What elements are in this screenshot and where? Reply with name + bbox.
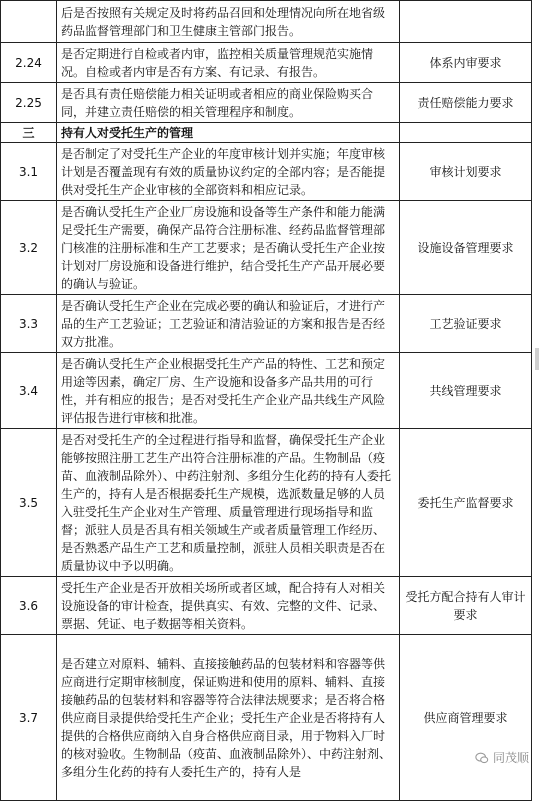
row-content: 是否定期进行自检或者内审，监控相关质量管理规范实施情况。自检或者内审是否有方案、有记录、有报告。 — [57, 43, 400, 83]
row-content: 是否确认受托生产企业根据受托生产产品的特性、工艺和预定用途等因素，确定厂房、生产设施和设备多产品共用的可行性，并有相应的报告；是否对受托生产企业产品共线生产风险评估报告进行审核和批准。 — [57, 353, 400, 429]
table-row — [1, 577, 532, 635]
row-number: 3.5 — [1, 429, 57, 577]
scrollbar-marker[interactable] — [535, 348, 539, 370]
row-content: 后是否按照有关规定及时将药品召回和处理情况向所在地省级药品监督管理部门和卫生健康主管部门报告。 — [57, 1, 400, 43]
row-content: 是否具有责任赔偿能力相关证明或者相应的商业保险购买合同，并建立责任赔偿的相关管理程序和制度。 — [57, 83, 400, 123]
row-content: 是否建立对原料、辅料、直接接触药品的包装材料和容器等供应商进行定期审核制度，保证购进和使用的原料、辅料、直接接触药品的包装材料和容器等符合法律法规要求；是否将合格供应商目录提供给受托生产企业；受托生产企业是否将持有人提供的合格供应商纳入自身合格供应商目录，用于物料入厂时的核对验收。生物制品（疫苗、血液制品除外）、中药注射剂、多组分生化药的持有人委托生产的，持有人是 — [57, 635, 400, 801]
section-title: 持有人对受托生产的管理 — [57, 123, 400, 143]
table-row — [1, 1, 532, 43]
row-requirement: 共线管理要求 — [400, 353, 532, 429]
row-requirement: 责任赔偿能力要求 — [400, 83, 532, 123]
row-requirement: 工艺验证要求 — [400, 295, 532, 353]
row-content: 是否对受托生产的全过程进行指导和监督，确保受托生产企业能够按照注册工艺生产出符合注册标准的产品。生物制品（疫苗、血液制品除外）、中药注射剂、多组分生化药的持有人委托生产的，持有人是否根据委托生产规模，选派数量足够的人员入驻受托生产企业对生产管理、质量管理进行现场指导和监督；派驻人员是否具有相关领域生产或者质量管理工作经历、是否熟悉产品生产工艺和质量控制，派驻人员相关职责是否在质量协议中予以明确。 — [57, 429, 400, 577]
table-row — [1, 295, 532, 353]
row-requirement: 委托生产监督要求 — [400, 429, 532, 577]
row-requirement: 设施设备管理要求 — [400, 201, 532, 295]
table-row — [1, 201, 532, 295]
table-row — [1, 83, 532, 123]
row-number: 2.25 — [1, 83, 57, 123]
row-number: 3.4 — [1, 353, 57, 429]
table-row — [1, 43, 532, 83]
row-requirement — [400, 1, 532, 43]
row-number: 3.3 — [1, 295, 57, 353]
table-row — [1, 353, 532, 429]
table-row — [1, 143, 532, 201]
row-number: 3.7 — [1, 635, 57, 801]
row-number: 3.1 — [1, 143, 57, 201]
row-requirement: 受托方配合持有人审计要求 — [400, 577, 532, 635]
wechat-icon — [475, 751, 489, 765]
row-number: 3.6 — [1, 577, 57, 635]
row-number: 3.2 — [1, 201, 57, 295]
watermark — [475, 749, 529, 766]
row-requirement: 体系内审要求 — [400, 43, 532, 83]
table-row — [1, 429, 532, 577]
row-requirement: 审核计划要求 — [400, 143, 532, 201]
row-content: 是否制定了对受托生产企业的年度审核计划并实施；年度审核计划是否覆盖现有有效的质量协议约定的全部内容；是否能提供对受托生产企业审核的全部资料和相应记录。 — [57, 143, 400, 201]
section-number: 三 — [1, 123, 57, 143]
section-row — [1, 123, 532, 143]
row-content: 受托生产企业是否开放相关场所或者区域，配合持有人对相关设施设备的审计检查，提供真实、有效、完整的文件、记录、票据、凭证、电子数据等相关资料。 — [57, 577, 400, 635]
watermark-text: 同茂顺 — [492, 751, 529, 765]
row-number — [1, 1, 57, 43]
table-row — [1, 635, 532, 801]
row-requirement: 供应商管理要求 — [400, 635, 532, 801]
row-requirement — [400, 123, 532, 143]
row-content: 是否确认受托生产企业厂房设施和设备等生产条件和能力能满足受托生产需要，确保产品符合注册标准、经药品监督管理部门核准的注册标准和生产工艺要求；是否确认受托生产企业按计划对厂房设施和设备进行维护，结合受托生产产品开展必要的确认与验证。 — [57, 201, 400, 295]
row-content: 是否确认受托生产企业在完成必要的确认和验证后，才进行产品的生产工艺验证；工艺验证和清洁验证的方案和报告是否经双方批准。 — [57, 295, 400, 353]
row-number: 2.24 — [1, 43, 57, 83]
